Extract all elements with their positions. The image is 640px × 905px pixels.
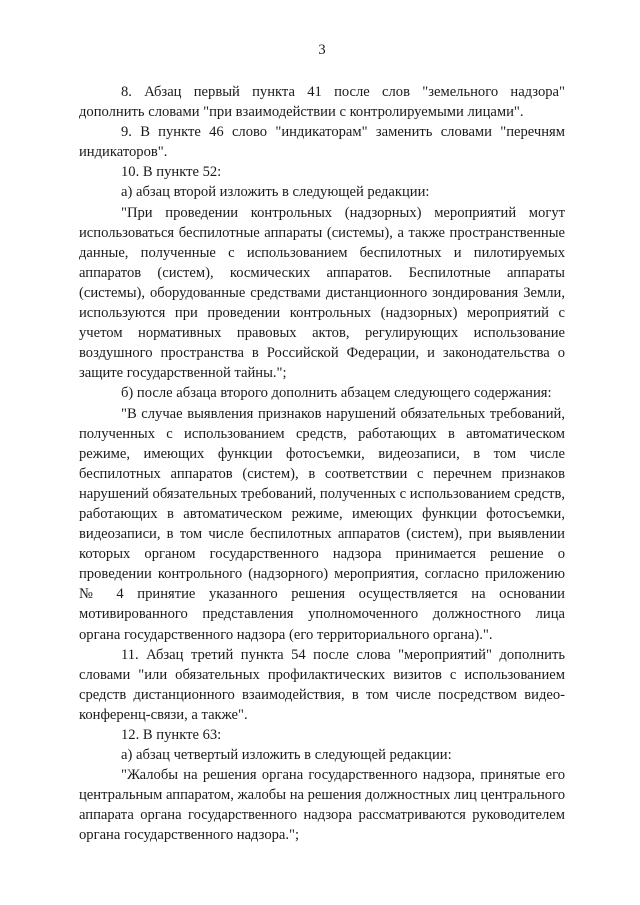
- paragraph-item-9: 9. В пункте 46 слово "индикаторам" заменить словами "перечням индикаторов".: [79, 124, 565, 161]
- quoted-paragraph-10a: "При проведении контрольных (надзорных) мероприятий могут использоваться беспилотные аппараты (системы), а также пространственные данные, полученные с использованием беспилотных и пилотируемых аппаратов (систем), космических аппаратов. Беспилотные аппараты (системы), оборудованные средствами дистанционного зондирования Земли, используются при проведении контрольных (надзорных) мероприятий с учетом нормативных правовых актов, регулирующих использование воздушного пространства в Российской Федерации, и законодательства о защите государственной тайны.";: [79, 204, 565, 382]
- paragraph-subitem-10b: б) после абзаца второго дополнить абзацем следующего содержания:: [121, 385, 552, 402]
- paragraph-item-12: 12. В пункте 63:: [121, 727, 222, 743]
- paragraph-item-11: 11. Абзац третий пункта 54 после слова "мероприятий" дополнить словами "или обязательных профилактических визитов с использованием средств дистанционного взаимодействия, в том числе посредством видео-конференц-связи, а также".: [79, 646, 565, 723]
- paragraph-item-8: 8. Абзац первый пункта 41 после слов "земельного надзора" дополнить словами "при взаимодействии с контролируемыми лицами".: [79, 84, 565, 121]
- paragraph-subitem-10a: а) абзац второй изложить в следующей редакции:: [121, 184, 430, 201]
- quoted-paragraph-10b: "В случае выявления признаков нарушений обязательных требований, полученных с использованием средств, работающих в автоматическом режиме, имеющих функции фотосъемки, видеозаписи, в том числе беспилотных аппаратов (систем), в соответствии с перечнем признаков нарушений обязательных требований, полученных с использованием средств, работающих в автоматическом режиме, имеющих функции фотосъемки, видеозаписи, в том числе беспилотных аппаратов (систем), при выявлении которых органом государственного надзора принимается решение о проведении контрольного (надзорного) мероприятия, согласно приложению № 4 принятие указанного решения осуществляется на основании мотивированного представления уполномоченного должностного лица органа государственного надзора (его территориального органа).".: [79, 405, 565, 643]
- paragraph-subitem-12a: а) абзац четвертый изложить в следующей редакции:: [121, 747, 452, 764]
- paragraph-item-10: 10. В пункте 52:: [121, 164, 222, 181]
- page-number: 3: [318, 42, 326, 58]
- quoted-paragraph-12a: "Жалобы на решения органа государственного надзора, принятые его центральным аппаратом, жалобы на решения должностных лиц центрального аппарата органа государственного надзора рассматриваются руководителем органа государственного надзора.";: [79, 767, 565, 844]
